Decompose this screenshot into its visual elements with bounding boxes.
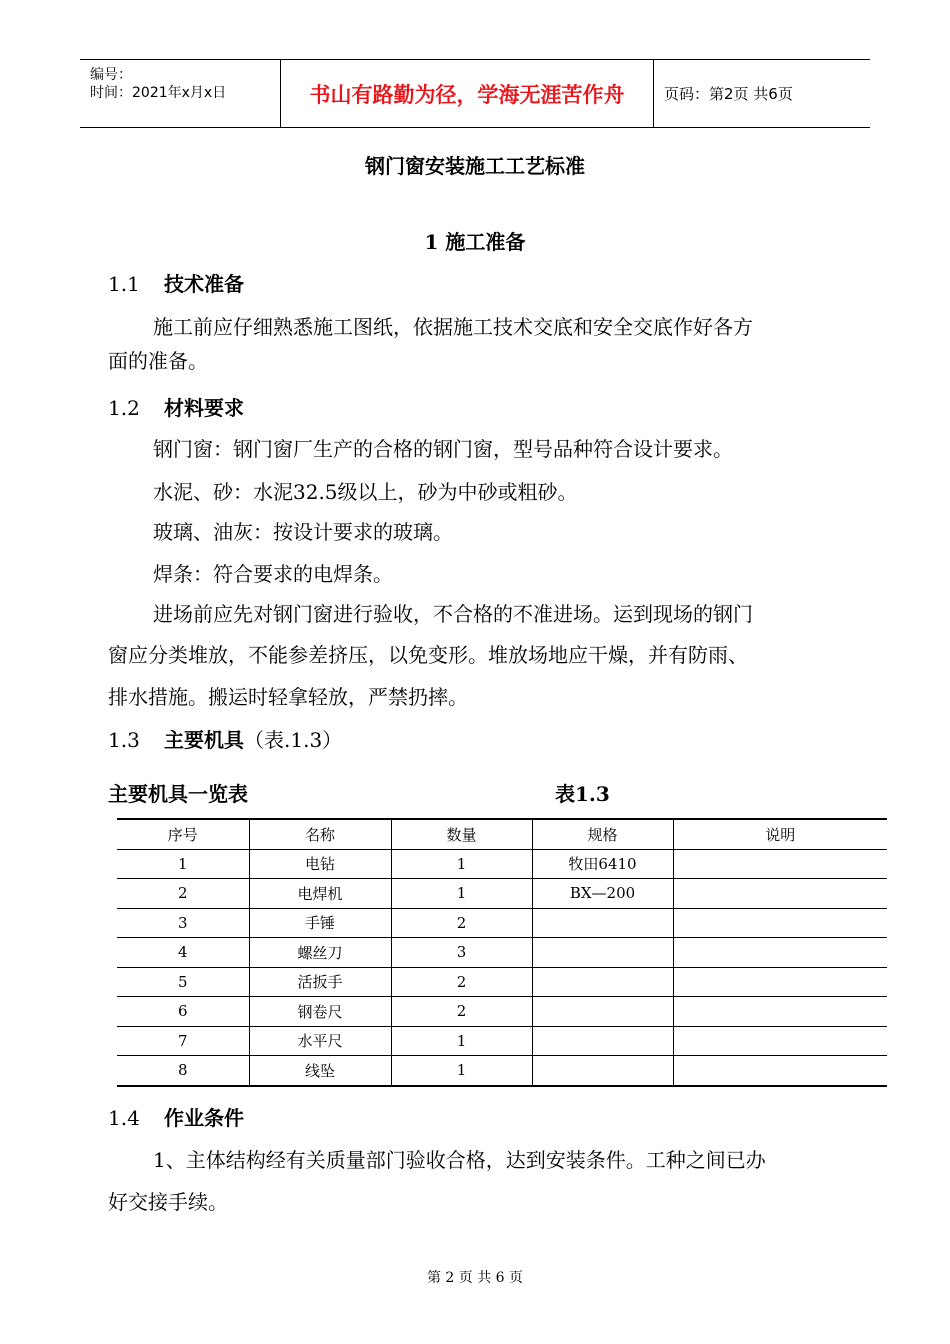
table-cell: 钢卷尺 bbox=[249, 997, 391, 1027]
table-cell: 活扳手 bbox=[249, 967, 391, 997]
table-cell: 3 bbox=[391, 938, 532, 968]
section-1-1-heading bbox=[108, 268, 244, 297]
section-number: 1.4 bbox=[108, 1106, 140, 1130]
table-cell: 手锤 bbox=[249, 908, 391, 938]
header-page-info: 页码：第2页 共6页 bbox=[664, 85, 793, 103]
table-cell bbox=[532, 997, 673, 1027]
table-cell: 1 bbox=[117, 849, 249, 879]
header-cell: 序号 bbox=[117, 819, 249, 849]
table-cell: 水平尺 bbox=[249, 1026, 391, 1056]
paragraph-line: 排水措施。搬运时轻拿轻放，严禁扔摔。 bbox=[108, 685, 468, 709]
paragraph-line: 进场前应先对钢门窗进行验收，不合格的不准进场。运到现场的钢门 bbox=[153, 602, 753, 626]
table-cell: 1 bbox=[391, 849, 532, 879]
number-label: 编号： bbox=[90, 67, 132, 83]
table-cell bbox=[532, 938, 673, 968]
section-1-3-heading bbox=[108, 724, 342, 753]
table-cell bbox=[673, 1026, 887, 1056]
header-meta bbox=[80, 60, 281, 127]
table-cell: 3 bbox=[117, 908, 249, 938]
material-line: 焊条：符合要求的电焊条。 bbox=[153, 562, 393, 586]
material-line: 玻璃、油灰：按设计要求的玻璃。 bbox=[153, 520, 453, 544]
section-title: 主要机具 bbox=[164, 728, 244, 752]
table-cell bbox=[673, 908, 887, 938]
document-title: 钢门窗安装施工工艺标准 bbox=[365, 154, 585, 178]
section-1-heading: 1 施工准备 bbox=[424, 230, 526, 254]
tools-table bbox=[117, 818, 887, 1087]
table-cell: 6 bbox=[117, 997, 249, 1027]
section-title: 技术准备 bbox=[164, 272, 244, 296]
table-number: 表1.3 bbox=[555, 782, 610, 806]
table-cell: 电钻 bbox=[249, 849, 391, 879]
material-line: 水泥、砂：水泥32.5级以上，砂为中砂或粗砂。 bbox=[153, 480, 578, 504]
table-cell: 4 bbox=[117, 938, 249, 968]
table-cell: 2 bbox=[117, 879, 249, 909]
table-row bbox=[117, 1026, 887, 1056]
table-cell: 1 bbox=[391, 879, 532, 909]
material-line: 钢门窗：钢门窗厂生产的合格的钢门窗，型号品种符合设计要求。 bbox=[153, 437, 733, 461]
table-cell: 电焊机 bbox=[249, 879, 391, 909]
table-cell bbox=[673, 849, 887, 879]
table-cell bbox=[673, 879, 887, 909]
table-cell: 8 bbox=[117, 1056, 249, 1086]
table-row bbox=[117, 908, 887, 938]
header-cell: 说明 bbox=[673, 819, 887, 849]
paragraph-line: 施工前应仔细熟悉施工图纸，依据施工技术交底和安全交底作好各方 bbox=[153, 315, 753, 339]
section-number: 1.1 bbox=[108, 272, 140, 296]
table-row bbox=[117, 938, 887, 968]
table-cell bbox=[673, 1056, 887, 1086]
table-cell bbox=[532, 1026, 673, 1056]
table-cell: 2 bbox=[391, 967, 532, 997]
table-cell: 2 bbox=[391, 997, 532, 1027]
table-row bbox=[117, 1056, 887, 1086]
table-cell: 2 bbox=[391, 908, 532, 938]
table-cell bbox=[532, 967, 673, 997]
header-cell: 数量 bbox=[391, 819, 532, 849]
table-cell: BX—200 bbox=[532, 879, 673, 909]
table-cell bbox=[673, 967, 887, 997]
table-cell bbox=[673, 997, 887, 1027]
table-cell: 线坠 bbox=[249, 1056, 391, 1086]
page-footer: 第 2 页 共 6 页 bbox=[426, 1270, 524, 1286]
table-header-row bbox=[117, 819, 887, 849]
paragraph-line: 窗应分类堆放，不能参差挤压，以免变形。堆放场地应干燥，并有防雨、 bbox=[108, 643, 748, 667]
table-cell bbox=[532, 908, 673, 938]
header-motto bbox=[281, 60, 654, 127]
paragraph-line: 1、主体结构经有关质量部门验收合格，达到安装条件。工种之间已办 bbox=[153, 1148, 766, 1172]
header-cell: 名称 bbox=[249, 819, 391, 849]
table-row bbox=[117, 879, 887, 909]
table-cell: 5 bbox=[117, 967, 249, 997]
paragraph-line: 好交接手续。 bbox=[108, 1190, 228, 1214]
table-cell bbox=[532, 1056, 673, 1086]
page-header bbox=[80, 59, 870, 128]
table-cell: 螺丝刀 bbox=[249, 938, 391, 968]
section-number: 1.2 bbox=[108, 396, 140, 420]
table-cell: 1 bbox=[391, 1026, 532, 1056]
table-row bbox=[117, 849, 887, 879]
table-row bbox=[117, 997, 887, 1027]
table-row bbox=[117, 967, 887, 997]
section-1-2-heading bbox=[108, 392, 244, 421]
table-cell: 7 bbox=[117, 1026, 249, 1056]
section-title: 作业条件 bbox=[164, 1106, 244, 1130]
table-cell: 牧田6410 bbox=[532, 849, 673, 879]
table-cell: 1 bbox=[391, 1056, 532, 1086]
section-suffix: （表.1.3） bbox=[244, 728, 343, 752]
table-caption: 主要机具一览表 bbox=[108, 782, 248, 806]
section-title: 材料要求 bbox=[164, 396, 244, 420]
motto-text: 书山有路勤为径，学海无涯苦作舟 bbox=[309, 82, 625, 107]
header-cell: 规格 bbox=[532, 819, 673, 849]
section-number: 1.3 bbox=[108, 728, 140, 752]
paragraph-line: 面的准备。 bbox=[108, 349, 208, 373]
table-cell bbox=[673, 938, 887, 968]
time-label: 时间：2021年x月x日 bbox=[90, 85, 227, 101]
section-1-4-heading bbox=[108, 1102, 244, 1131]
